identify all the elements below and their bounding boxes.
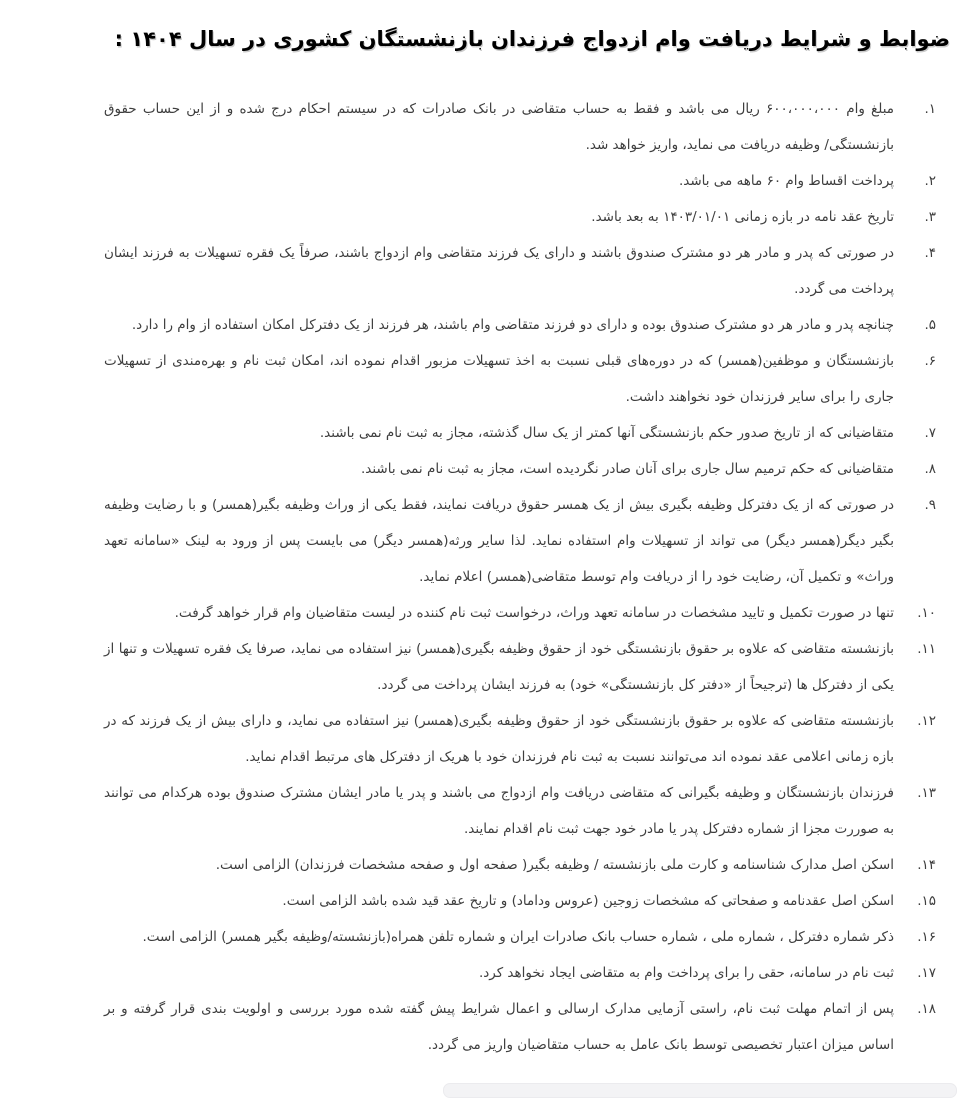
- item-number: ۱۵.: [917, 892, 936, 909]
- list-item: [104, 595, 936, 631]
- list-item: [104, 163, 936, 199]
- list-item: [104, 955, 936, 991]
- item-number: ۸.: [924, 460, 936, 477]
- item-text: اسکن اصل عقدنامه و صفحاتی که مشخصات زوجین (عروس وداماد) و تاریخ عقد قید شده باشد الزامی است.: [282, 892, 894, 909]
- list-item: [104, 631, 936, 703]
- cutoff-bottom-element: [443, 1083, 957, 1098]
- document-title: ضوابط و شرایط دریافت وام ازدواج فرزندان بازنشستگان کشوری در سال ۱۴۰۴ :: [114, 27, 950, 52]
- list-item: [104, 91, 936, 163]
- item-number: ۱۷.: [917, 964, 936, 981]
- item-number: ۱۳.: [917, 784, 936, 801]
- item-number: ۱۲.: [917, 712, 936, 729]
- item-text: ذکر شماره دفترکل ، شماره ملی ، شماره حساب بانک صادرات ایران و شماره تلفن همراه(بازنشسته/وظیفه بگیر همسر) الزامی است.: [142, 928, 894, 945]
- item-text: مبلغ وام ۶۰۰،۰۰۰،۰۰۰ ریال می باشد و فقط به حساب متقاضی در بانک صادرات که در سیستم احکام درج شده و از این حساب حقوق بازنشستگی/ وظیفه دریافت می نماید، واریز خواهد شد.: [104, 100, 895, 153]
- item-text: پرداخت اقساط وام ۶۰ ماهه می باشد.: [678, 172, 894, 189]
- list-item: [104, 199, 936, 235]
- item-number: ۵.: [924, 316, 936, 333]
- item-number: ۱۱.: [917, 640, 936, 657]
- list-item: [104, 703, 936, 775]
- list-item: [104, 451, 936, 487]
- item-text: ثبت نام در سامانه، حقی را برای پرداخت وام به متقاضی ایجاد نخواهد کرد.: [478, 964, 894, 981]
- item-number: ۱۴.: [917, 856, 936, 873]
- item-number: ۷.: [924, 424, 936, 441]
- item-text: فرزندان بازنشستگان و وظیفه بگیرانی که متقاضی دریافت وام ازدواج می باشند و پدر یا مادر ایشان مشترک صندوق بوده هرکدام می توانند به صوررت مجزا از شماره دفترکل پدر یا مادر خود جهت ثبت نام اقدام نمایند.: [104, 784, 894, 837]
- list-item: [104, 847, 936, 883]
- item-text: چنانچه پدر و مادر هر دو مشترک صندوق بوده و دارای دو فرزند متقاضی وام باشند، هر فرزند از یک دفترکل امکان استفاده از وام را دارد.: [131, 316, 894, 333]
- list-item: [104, 307, 936, 343]
- item-number: ۳.: [924, 208, 936, 225]
- item-number: ۱.: [924, 100, 936, 117]
- list-item: [104, 415, 936, 451]
- item-text: پس از اتمام مهلت ثبت نام، راستی آزمایی مدارک ارسالی و اعمال شرایط پیش گفته شده مورد بررسی و اولویت بندی قرار گرفته و بر اساس میزان اعتبار تخصیصی توسط بانک عامل به حساب متقاضیان واریز می گردد.: [104, 1000, 894, 1053]
- list-item: [104, 991, 936, 1063]
- item-number: ۶.: [924, 352, 936, 369]
- item-text: تاریخ عقد نامه در بازه زمانی ۱۴۰۳/۰۱/۰۱ به بعد باشد.: [591, 208, 894, 225]
- list-item: [104, 919, 936, 955]
- item-text: بازنشسته متقاضی که علاوه بر حقوق بازنشستگی خود از حقوق وظیفه بگیری(همسر) نیز استفاده می نماید، و دارای بیش از یک فرزند که در بازه زمانی اعلامی عقد نموده اند می‌توانند نسبت به ثبت نام فرزندان خود با هریک از دفترکل های مرتبط اقدام نماید.: [104, 712, 894, 765]
- item-number: ۱۰.: [917, 604, 936, 621]
- item-number: ۴.: [924, 244, 936, 261]
- list-item: [104, 775, 936, 847]
- list-item: [104, 235, 936, 307]
- item-text: بازنشستگان و موظفین(همسر) که در دوره‌های قبلی نسبت به اخذ تسهیلات مزبور اقدام نموده اند، امکان ثبت نام و بهره‌مندی از تسهیلات جاری را برای سایر فرزندان خود نخواهند داشت.: [104, 352, 894, 405]
- item-text: اسکن اصل مدارک شناسنامه و کارت ملی بازنشسته / وظیفه بگیر( صفحه اول و صفحه مشخصات فرزندان) الزامی است.: [215, 856, 894, 873]
- item-text: بازنشسته متقاضی که علاوه بر حقوق بازنشستگی خود از حقوق وظیفه بگیری(همسر) نیز استفاده می نماید، صرفا یک فقره تسهیلات و تنها از یکی از دفترکل ها (ترجیحاً از «دفتر کل بازنشستگی» خود) به فرزند ایشان پرداخت می گردد.: [104, 640, 894, 693]
- item-text: متقاضیانی که از تاریخ صدور حکم بازنشستگی آنها کمتر از یک سال گذشته، مجاز به ثبت نام نمی باشند.: [319, 424, 894, 441]
- list-item: [104, 487, 936, 595]
- item-text: تنها در صورت تکمیل و تایید مشخصات در سامانه تعهد وراث، درخواست ثبت نام کننده در لیست متقاضیان وام قرار خواهد گرفت.: [174, 604, 894, 621]
- item-number: ۲.: [924, 172, 936, 189]
- item-text: متقاضیانی که حکم ترمیم سال جاری برای آنان صادر نگردیده است، مجاز به ثبت نام نمی باشند.: [360, 460, 894, 477]
- document-page: [0, 14, 964, 1093]
- item-number: ۱۸.: [917, 1000, 936, 1017]
- conditions-list: [0, 71, 964, 1063]
- item-text: در صورتی که پدر و مادر هر دو مشترک صندوق باشند و دارای یک فرزند متقاضی وام ازدواج باشند، صرفاً یک فقره تسهیلات به فرزند ایشان پرداخت می گردد.: [104, 244, 894, 297]
- list-item: [104, 343, 936, 415]
- item-number: ۱۶.: [917, 928, 936, 945]
- item-number: ۹.: [924, 496, 936, 513]
- list-item: [104, 883, 936, 919]
- item-text: در صورتی که از یک دفترکل وظیفه بگیری بیش از یک همسر حقوق دریافت نمایند، فقط یکی از وراث وظیفه بگیر(همسر) و با رضایت وظیفه بگیر دیگر(همسر دیگر) می تواند از تسهیلات وام استفاده نماید. لذا سایر ورثه(همسر دیگر) می بایست پس از ورود به لینک «سامانه تعهد وراث» و تکمیل آن، رضایت خود را از دریافت وام توسط متقاضی(همسر) اعلام نماید.: [104, 496, 894, 585]
